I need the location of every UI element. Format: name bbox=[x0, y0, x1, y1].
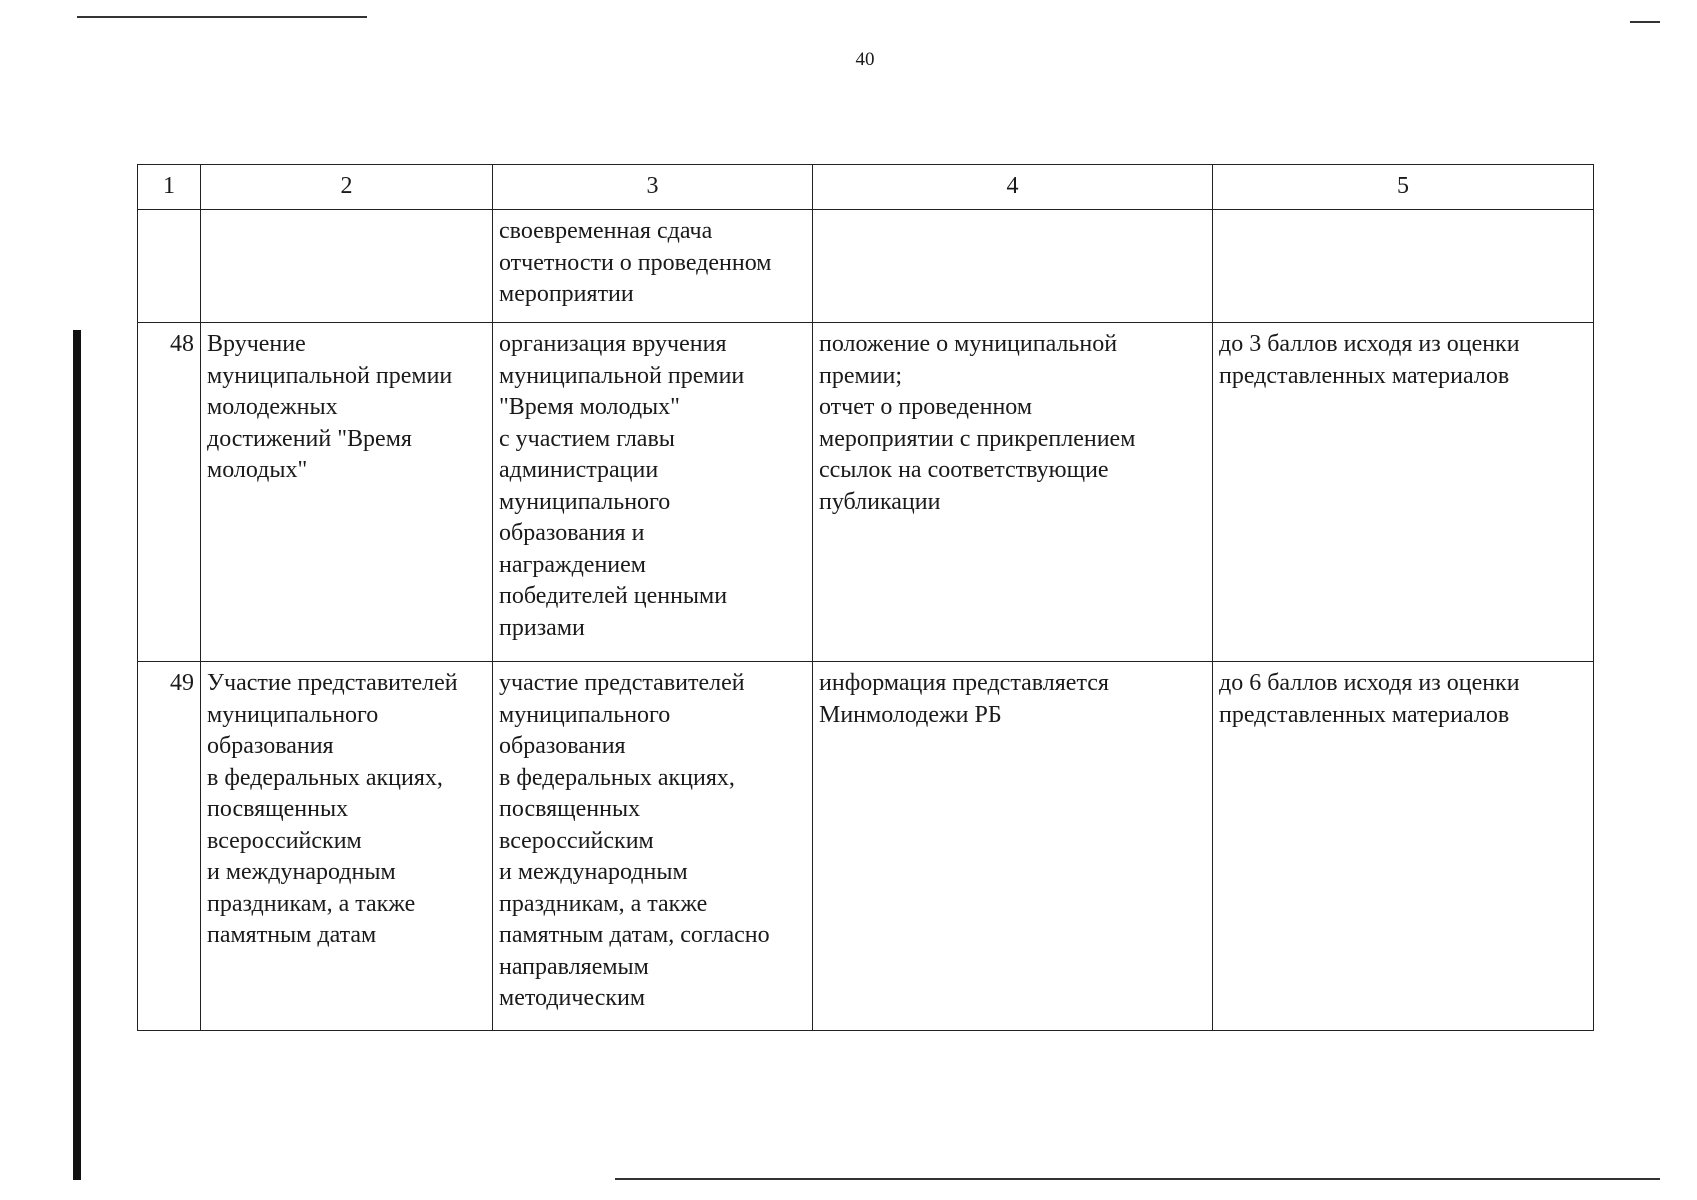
table-header-row bbox=[138, 165, 1594, 210]
row-number-cell: 49 bbox=[138, 662, 201, 1031]
table-row bbox=[138, 210, 1594, 323]
criteria-table bbox=[137, 164, 1594, 1031]
confirmation-cell bbox=[813, 210, 1213, 323]
header-cell-5: 5 bbox=[1213, 165, 1594, 210]
scan-edge-bottom bbox=[615, 1178, 1660, 1180]
header-cell-4: 4 bbox=[813, 165, 1213, 210]
criteria-cell: организация вручения муниципальной премии "Время молодых" с участием главы администрации муниципального образования и награждением победителей ценными призами bbox=[493, 323, 813, 662]
table-row bbox=[138, 662, 1594, 1031]
score-cell bbox=[1213, 210, 1594, 323]
table-row bbox=[138, 323, 1594, 662]
row-number-cell: 48 bbox=[138, 323, 201, 662]
confirmation-cell: информация представляется Минмолодежи РБ bbox=[813, 662, 1213, 1031]
criteria-cell: своевременная сдача отчетности о проведенном мероприятии bbox=[493, 210, 813, 323]
scan-edge-top-left bbox=[77, 16, 367, 18]
scan-edge-left bbox=[73, 330, 81, 1180]
criteria-cell: участие представителей муниципального образования в федеральных акциях, посвященных всероссийским и международным праздникам, а также памятным датам, согласно направляемым методическим bbox=[493, 662, 813, 1031]
row-number-cell bbox=[138, 210, 201, 323]
event-name-cell bbox=[201, 210, 493, 323]
event-name-cell: Вручение муниципальной премии молодежных достижений "Время молодых" bbox=[201, 323, 493, 662]
scan-edge-top-right bbox=[1630, 21, 1660, 23]
header-cell-1: 1 bbox=[138, 165, 201, 210]
confirmation-cell: положение о муниципальной премии; отчет о проведенном мероприятии с прикреплением ссылок на соответствующие публикации bbox=[813, 323, 1213, 662]
event-name-cell: Участие представителей муниципального образования в федеральных акциях, посвященных всероссийским и международным праздникам, а также памятным датам bbox=[201, 662, 493, 1031]
header-cell-2: 2 bbox=[201, 165, 493, 210]
header-cell-3: 3 bbox=[493, 165, 813, 210]
page-number: 40 bbox=[855, 49, 875, 70]
score-cell: до 6 баллов исходя из оценки представленных материалов bbox=[1213, 662, 1594, 1031]
score-cell: до 3 баллов исходя из оценки представленных материалов bbox=[1213, 323, 1594, 662]
